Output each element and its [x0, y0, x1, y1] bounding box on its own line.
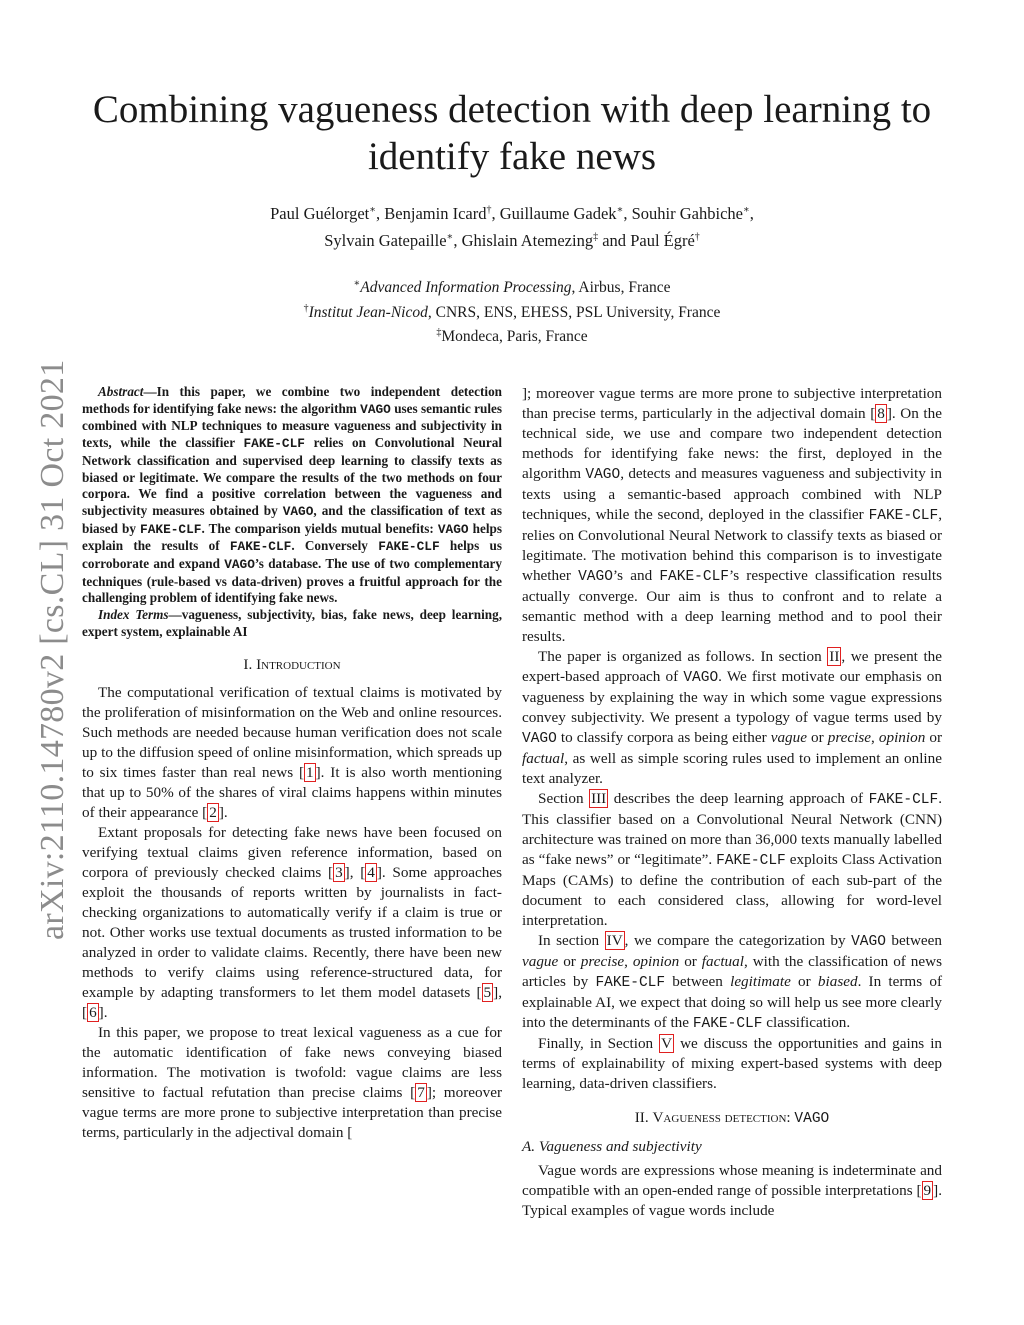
subsection-label: A.	[522, 1138, 536, 1155]
paragraph	[82, 1023, 502, 1143]
paragraph-text: The computational verification of textual claims is motivated by the proliferation of misinformation on the Web and online resources. Such methods are needed because human verification does not scale up to the diffusion speed of online misinformation, which spreads up to six times faster than real news [	[82, 683, 502, 781]
emphasis: vague	[770, 729, 807, 746]
paragraph-text: ], [	[82, 983, 502, 1021]
affiliation-mark: ∗	[742, 204, 750, 216]
citation-link[interactable]: 9	[923, 1182, 932, 1199]
paragraph-text: classification.	[762, 1014, 851, 1031]
paragraph	[82, 823, 502, 1023]
emphasis: precise	[580, 953, 625, 970]
abstract-text: ’s database. The use of two complementary techniques (rule-based vs data-driven) proves a fruitful approach for the challenging problem of identifying fake news.	[82, 556, 503, 606]
citation-link[interactable]: 4	[367, 863, 375, 881]
paragraph	[522, 1034, 942, 1094]
paragraph-text: Vague words are expressions whose meaning is indeterminate and compatible with an open-ended range of possible interpretations [	[522, 1162, 942, 1199]
author-name: Guillaume Gadek	[499, 204, 617, 223]
section-link[interactable]: II	[829, 648, 840, 665]
affiliation-list	[90, 276, 934, 350]
paragraph	[522, 931, 942, 1034]
paragraph-text: ]; moreover vague terms are more prone to subjective interpretation than precise terms, particularly in the adjectival domain [	[522, 385, 942, 422]
emphasis: precise	[827, 729, 872, 746]
term-fake-clf: FAKE-CLF	[595, 975, 666, 991]
term-vago: VAGO	[578, 569, 613, 585]
right-column	[522, 384, 942, 1221]
term-vago: VAGO	[437, 521, 469, 537]
emphasis: biased	[817, 973, 858, 990]
author-list: Paul Guélorget∗, Benjamin Icard†, Guillaume Gadek∗, Souhir Gahbiche∗, Sylvain Gatepaille∗, Ghislain Atemezing‡ and Paul Égré†	[270, 204, 754, 250]
paragraph-text: or	[558, 953, 581, 970]
author-name: Paul Guélorget	[270, 204, 370, 223]
paragraph-text: ]. Typical examples of vague words include	[522, 1182, 942, 1219]
emphasis: factual	[522, 750, 565, 767]
section-number: II.	[634, 1109, 649, 1126]
affiliation	[90, 301, 934, 326]
paragraph-text: ’s respective classification results actually converge. Our aim is thus to confront and to relate a semantic method with a deep learning method and to pool their results.	[522, 567, 943, 645]
paragraph-text: , relies on Convolutional Neural Network to classify texts as biased or legitimate. The motivation behind this comparison is to investigate whether	[522, 506, 942, 584]
affiliation-name: Advanced Information Processing	[360, 279, 572, 296]
citation-link[interactable]: 5	[483, 983, 492, 1001]
section-title: Vagueness detection:	[652, 1109, 795, 1126]
paragraph-text: ]. Some approaches exploit the thousands of reports written by journalists in fact-checking organizations to automatically verify if a claim is true or not. Other works use textual documents as trusted information to be analyzed in order to validate claims. Recently, there have been new methods to verify claims using reference-structured data, for example by adapting transformers to let them model datasets [	[82, 863, 502, 1001]
affiliation	[90, 325, 934, 350]
affiliation-mark: †	[486, 204, 492, 216]
affiliation-mark: ∗	[369, 204, 377, 216]
citation-link[interactable]: 2	[209, 803, 217, 821]
paragraph-text: Finally, in Section	[538, 1035, 660, 1052]
term-fake-clf: FAKE-CLF	[659, 569, 729, 585]
emphasis: legitimate	[730, 973, 791, 990]
term-fake-clf: FAKE-CLF	[868, 508, 939, 524]
abstract-text: helps explain the results of	[82, 520, 503, 554]
paragraph-continued	[522, 384, 942, 647]
abstract-label: Abstract	[98, 384, 144, 399]
paragraph-text: , with the classification of news articles by	[522, 953, 942, 990]
emphasis: opinion	[632, 953, 680, 970]
affiliation	[90, 276, 934, 301]
term-vago: VAGO	[585, 467, 621, 483]
section-link[interactable]: IV	[606, 932, 623, 949]
emphasis: vague	[522, 953, 559, 970]
paragraph-text: exploits Class Activation Maps (CAMs) to define the contribution of each sub-part of the document to each considered class, allowing for word-level interpretation.	[522, 851, 942, 929]
term-vago: VAGO	[683, 670, 719, 686]
affiliation-mark: ∗	[616, 204, 624, 216]
abstract-text: , and the classification of text as biased by	[82, 502, 502, 536]
paragraph-text: describes the deep learning approach of	[608, 790, 869, 807]
paragraph-text: we discuss the opportunities and gains in terms of explainability of mixing expert-based systems with deep learning, data-driven classifiers.	[522, 1035, 943, 1092]
paragraph-text: or	[790, 973, 818, 990]
paragraph-text: , detects and measures vagueness and subjectivity in texts using a semantic-based approach combined with NLP techniques, while the second, deployed in the classifier	[522, 465, 942, 523]
paragraph-text: ]. It is also worth mentioning that up to 50% of the shares of viral claims happens within minutes of their appearance [	[82, 763, 502, 821]
abstract-text: helps us corroborate and expand	[82, 538, 502, 572]
term-fake-clf: FAKE-CLF	[378, 539, 440, 555]
affiliation-rest: Mondeca, Paris, France	[441, 328, 588, 345]
paragraph-text: Extant proposals for detecting fake news have been focused on verifying textual claims given reference information, based on corpora of previously checked claims [	[82, 823, 502, 881]
abstract-dash: —	[143, 384, 157, 399]
paragraph-text: or	[679, 953, 702, 970]
arxiv-identifier-stamp: arXiv:2110.14780v2 [cs.CL] 31 Oct 2021	[34, 359, 71, 940]
paragraph	[522, 1161, 942, 1221]
section-heading-vagueness-detection	[522, 1108, 942, 1129]
affiliation-mark: ‡	[593, 231, 599, 243]
emphasis: opinion	[878, 729, 926, 746]
author-name: Benjamin Icard	[384, 204, 487, 223]
term-vago: VAGO	[522, 731, 557, 747]
paragraph-text: In this paper, we propose to treat lexical vagueness as a cue for the automatic identification of fake news conveying biased information. The motivation is twofold: vague claims are less sensitive to factual refutation than precise claims [	[82, 1023, 502, 1101]
paragraph-text: between	[665, 973, 731, 990]
paragraph-text: ].	[98, 1003, 108, 1021]
affiliation-mark: †	[303, 302, 309, 314]
abstract-text: relies on Convolutional Neural Network classification and supervised deep learning to classify texts as biased or legitimate. We compare the results of the two methods on four corpora. We find a positive correlation between the vagueness and subjectivity measures obtained by	[82, 435, 502, 518]
section-heading-introduction	[82, 655, 502, 675]
section-link[interactable]: III	[591, 790, 607, 807]
index-terms-dash: —	[168, 607, 182, 623]
paragraph-text: . In terms of explainable AI, we expect that doing so will help us see more clearly into the determinants of the	[522, 973, 943, 1031]
paragraph-text: between	[885, 932, 943, 949]
paragraph-text: ’s and	[612, 567, 660, 584]
author-and: and	[602, 231, 627, 250]
paragraph-text: In section	[538, 932, 605, 949]
index-terms-label: Index Terms	[98, 607, 169, 623]
citation-link[interactable]: 1	[306, 763, 314, 781]
affiliation-mark: †	[694, 231, 700, 243]
citation-link[interactable]: 8	[877, 405, 885, 422]
paragraph-text: . We first motivate our emphasis on vagueness by explaining the way in which some vague expressions convey subjectivity. We present a typology of vague terms used by	[522, 668, 942, 726]
affiliation-mark: ∗	[353, 277, 361, 289]
paragraph-text: or	[806, 729, 828, 746]
affiliation-rest: , Airbus, France	[571, 279, 671, 296]
citation-link[interactable]: 7	[417, 1083, 425, 1101]
term-fake-clf: FAKE-CLF	[692, 1016, 763, 1032]
paragraph-text: , we compare the categorization by	[624, 932, 852, 949]
author-name: Souhir Gahbiche	[631, 204, 743, 223]
paragraph-text: or	[925, 729, 942, 746]
paper-title: Combining vagueness detection with deep learning to identify fake news	[92, 88, 932, 178]
abstract	[82, 384, 502, 607]
affiliation-name: Institut Jean-Nicod	[308, 303, 428, 321]
abstract-text: . Conversely	[291, 538, 379, 554]
subsection-heading	[522, 1137, 942, 1157]
subsection-title: Vagueness and subjectivity	[538, 1138, 702, 1155]
paragraph	[522, 647, 942, 789]
paragraph-text: ,	[624, 953, 633, 970]
paragraph	[82, 683, 502, 823]
section-number: I.	[243, 655, 253, 673]
term-vago: VAGO	[360, 401, 391, 417]
paragraph-text: The paper is organized as follows. In section	[538, 648, 828, 665]
paragraph-text: Section	[538, 790, 590, 807]
term-fake-clf: FAKE-CLF	[243, 436, 305, 452]
paragraph	[522, 789, 942, 931]
emphasis: factual	[701, 953, 744, 970]
citation-link[interactable]: 6	[89, 1003, 97, 1021]
affiliation-mark: ∗	[446, 231, 454, 243]
term-vago: VAGO	[282, 503, 314, 519]
left-column	[82, 384, 502, 1143]
term-fake-clf: FAKE-CLF	[716, 853, 786, 869]
paragraph-text: ]. On the technical side, we use and compare two independent detection methods for identifying fake news: the first, deployed in the algorithm	[522, 405, 942, 482]
paragraph-text: . This classifier based on a Convolutional Neural Network (CNN) architecture was trained on more than 36,000 texts manually labelled as “fake news” or “legitimate”.	[522, 790, 942, 868]
term-fake-clf: FAKE-CLF	[229, 539, 292, 555]
abstract-text: uses semantic rules combined with NLP techniques to measure vagueness and subjectivity in texts, while the classifier	[82, 400, 502, 451]
paragraph-text: , we present the expert-based approach of	[522, 648, 942, 685]
term-fake-clf: FAKE-CLF	[140, 521, 202, 537]
index-terms-text: vagueness, subjectivity, bias, fake news, deep learning, expert system, explainable AI	[82, 607, 502, 639]
author-name: Sylvain Gatepaille	[324, 231, 447, 250]
paragraph-text: ,	[871, 729, 879, 746]
author-name: Ghislain Atemezing	[461, 231, 594, 250]
paragraph-text: , as well as simple scoring rules used to implement an online text analyzer.	[522, 750, 942, 787]
abstract-text: . The comparison yields mutual benefits:	[201, 520, 438, 536]
paragraph-text: to classify corpora as being either	[556, 729, 771, 746]
term-vago: VAGO	[851, 934, 886, 950]
term-fake-clf: FAKE-CLF	[868, 792, 939, 808]
section-link[interactable]: V	[661, 1035, 673, 1052]
term-vago: VAGO	[224, 557, 255, 573]
author-name: Paul Égré	[630, 231, 695, 250]
abstract-text: In this paper, we combine two independent detection methods for identifying fake news: the algorithm	[82, 384, 502, 416]
affiliation-mark: ‡	[436, 326, 442, 338]
index-terms	[82, 607, 502, 640]
paragraph-text: ], [	[344, 863, 366, 881]
term-vago: VAGO	[794, 1111, 830, 1127]
citation-link[interactable]: 3	[335, 863, 343, 881]
paragraph-text: ].	[218, 803, 228, 821]
paragraph-text: ]; moreover vague terms are more prone to subjective interpretation than precise terms, particularly in the adjectival domain [	[82, 1083, 503, 1141]
affiliation-rest: , CNRS, ENS, EHESS, PSL University, France	[427, 303, 721, 321]
section-title: Introduction	[256, 655, 341, 673]
